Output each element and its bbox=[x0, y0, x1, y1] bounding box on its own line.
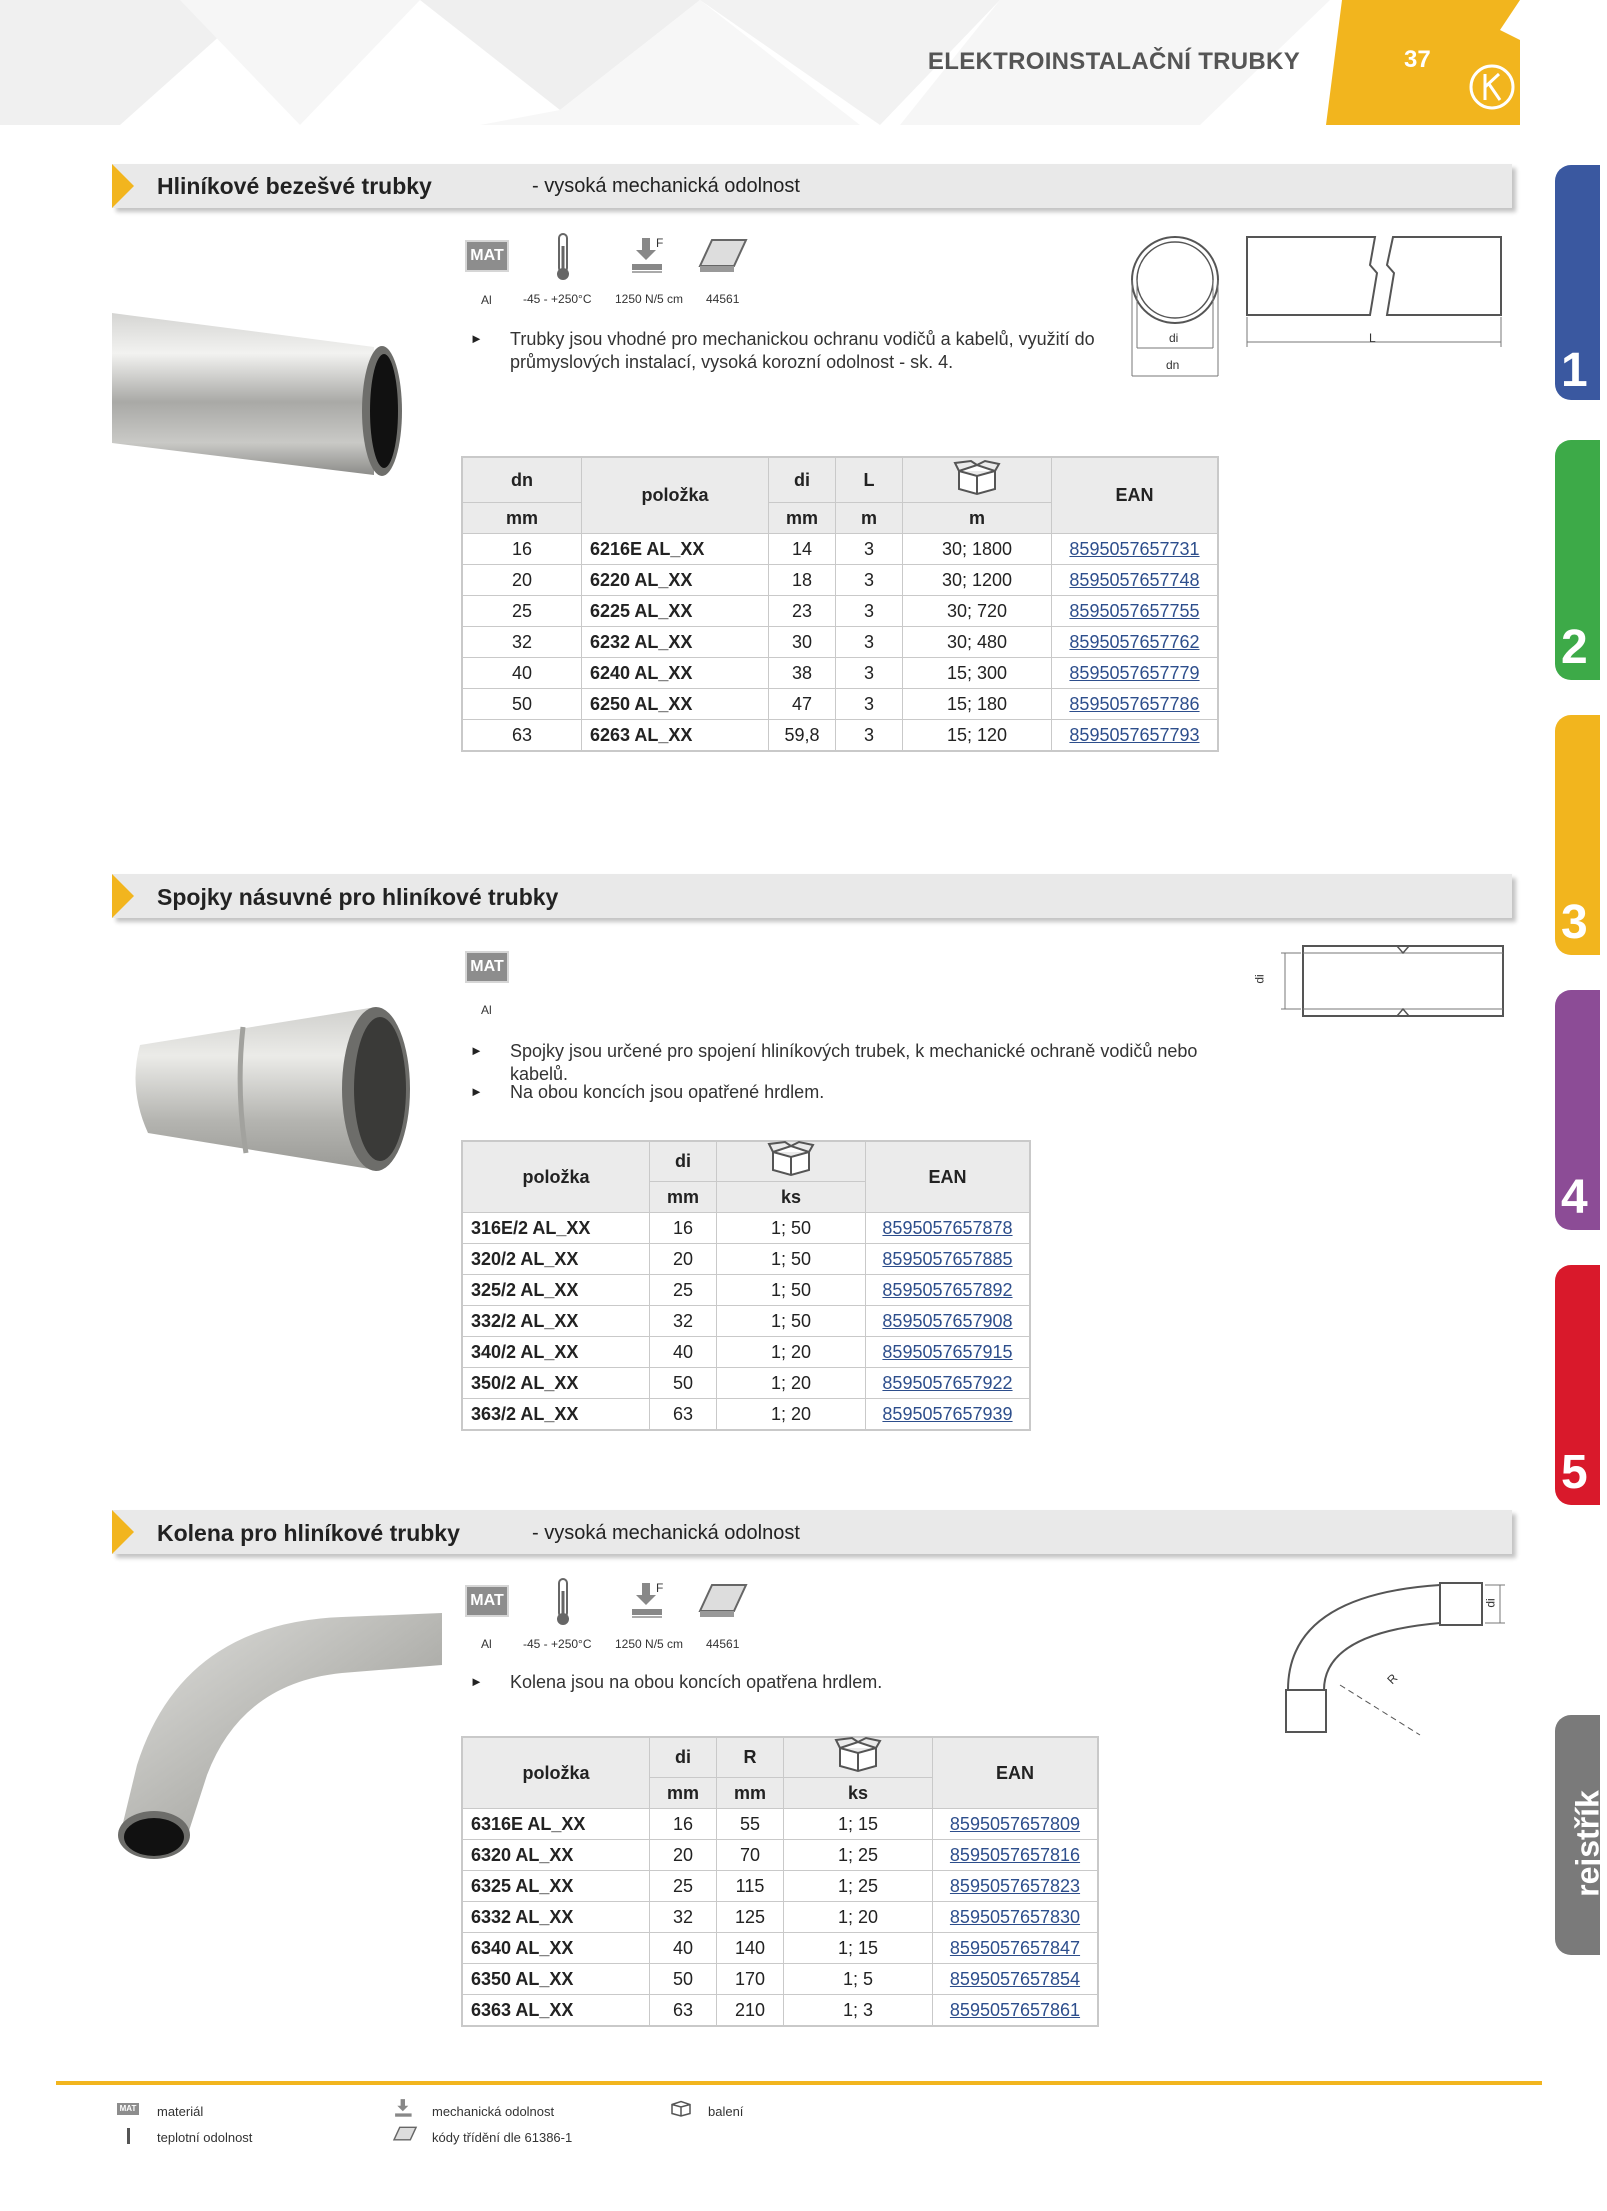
bullet-icon: ► bbox=[470, 331, 483, 346]
material-value: Al bbox=[481, 1637, 492, 1651]
ean-link[interactable]: 8595057657816 bbox=[933, 1840, 1099, 1871]
ean-link[interactable]: 8595057657861 bbox=[933, 1995, 1099, 2027]
table-cell: 1; 20 bbox=[784, 1902, 933, 1933]
unit-packaging: m bbox=[903, 503, 1052, 534]
table-row bbox=[462, 1275, 1030, 1306]
coupling-image bbox=[128, 1005, 418, 1175]
legend-thermometer-icon bbox=[127, 2128, 130, 2144]
item-code: 316E/2 AL_XX bbox=[462, 1213, 650, 1244]
table-cell: 3 bbox=[836, 565, 903, 596]
table-cell: 15; 300 bbox=[903, 658, 1052, 689]
col-dn: dn bbox=[462, 457, 582, 503]
table-cell: 1; 15 bbox=[784, 1809, 933, 1840]
mechanical-resistance-value: 1250 N/5 cm bbox=[615, 1637, 684, 1651]
col-item: položka bbox=[462, 1141, 650, 1213]
col-di: di bbox=[650, 1737, 717, 1778]
ean-link[interactable]: 8595057657847 bbox=[933, 1933, 1099, 1964]
table-cell: 25 bbox=[650, 1275, 717, 1306]
ean-link[interactable]: 8595057657731 bbox=[1052, 534, 1219, 565]
table-cell: 125 bbox=[717, 1902, 784, 1933]
table-row bbox=[462, 1337, 1030, 1368]
table-cell: 16 bbox=[462, 534, 582, 565]
section-2-title: Spojky násuvné pro hliníkové trubky bbox=[157, 884, 559, 910]
tab-3-label: 3 bbox=[1561, 896, 1588, 949]
table-cell: 32 bbox=[462, 627, 582, 658]
table-cell: 50 bbox=[462, 689, 582, 720]
force-letter: F bbox=[656, 236, 664, 250]
temperature-range: -45 - +250°C bbox=[523, 292, 592, 306]
section-3-title: Kolena pro hliníkové trubky bbox=[157, 1520, 460, 1546]
classification-code: 44561 bbox=[706, 292, 740, 306]
table-row bbox=[462, 1306, 1030, 1337]
table-cell: 1; 50 bbox=[717, 1275, 866, 1306]
table-cell: 16 bbox=[650, 1809, 717, 1840]
item-code: 6332 AL_XX bbox=[462, 1902, 650, 1933]
table-cell: 20 bbox=[650, 1244, 717, 1275]
col-packaging bbox=[903, 457, 1052, 503]
unit-R: mm bbox=[717, 1778, 784, 1809]
table-row bbox=[462, 1213, 1030, 1244]
table-cell: 63 bbox=[462, 720, 582, 752]
unit-dn: mm bbox=[462, 503, 582, 534]
item-code: 332/2 AL_XX bbox=[462, 1306, 650, 1337]
table-cell: 70 bbox=[717, 1840, 784, 1871]
item-code: 6263 AL_XX bbox=[582, 720, 769, 752]
unit-di: mm bbox=[650, 1778, 717, 1809]
col-L: L bbox=[836, 457, 903, 503]
item-code: 6320 AL_XX bbox=[462, 1840, 650, 1871]
material-badge: MAT bbox=[465, 240, 509, 272]
elbow-di-label: di bbox=[1483, 1598, 1498, 1608]
table-cell: 1; 25 bbox=[784, 1871, 933, 1902]
table-cell: 1; 20 bbox=[717, 1337, 866, 1368]
table-cell: 1; 15 bbox=[784, 1933, 933, 1964]
table-cell: 1; 5 bbox=[784, 1964, 933, 1995]
elbow-table bbox=[461, 1736, 1099, 2027]
item-code: 6340 AL_XX bbox=[462, 1933, 650, 1964]
diagram-di-label: di bbox=[1169, 331, 1179, 345]
table-row bbox=[462, 596, 1218, 627]
page-header-title: ELEKTROINSTALAČNÍ TRUBKY bbox=[927, 48, 1300, 75]
col-di: di bbox=[769, 457, 836, 503]
col-ean: EAN bbox=[866, 1141, 1031, 1213]
table-cell: 14 bbox=[769, 534, 836, 565]
table-cell: 30; 1200 bbox=[903, 565, 1052, 596]
table-row bbox=[462, 689, 1218, 720]
ean-link[interactable]: 8595057657892 bbox=[866, 1275, 1031, 1306]
box-icon bbox=[836, 1738, 880, 1772]
section-2-arrow-icon bbox=[112, 874, 134, 918]
table-cell: 20 bbox=[462, 565, 582, 596]
table-cell: 3 bbox=[836, 720, 903, 752]
table-cell: 23 bbox=[769, 596, 836, 627]
table-row bbox=[462, 1244, 1030, 1275]
table-cell: 15; 120 bbox=[903, 720, 1052, 752]
table-row bbox=[462, 1809, 1098, 1840]
unit-packaging: ks bbox=[784, 1778, 933, 1809]
ean-link[interactable]: 8595057657748 bbox=[1052, 565, 1219, 596]
legend-material: materiál bbox=[157, 2104, 204, 2119]
table-row bbox=[462, 1871, 1098, 1902]
col-ean: EAN bbox=[1052, 457, 1219, 534]
table-cell: 3 bbox=[836, 596, 903, 627]
legend-temperature: teplotní odolnost bbox=[157, 2130, 253, 2145]
legend-box-icon bbox=[670, 2099, 692, 2117]
table-cell: 1; 3 bbox=[784, 1995, 933, 2027]
table-cell: 30; 1800 bbox=[903, 534, 1052, 565]
classification-code: 44561 bbox=[706, 1637, 740, 1651]
section-1-description: Trubky jsou vhodné pro mechanickou ochranu vodičů a kabelů, využití do průmyslových instalací, vysoká korozní odolnost - sk. 4. bbox=[510, 329, 1095, 372]
table-row bbox=[462, 1995, 1098, 2027]
item-code: 6220 AL_XX bbox=[582, 565, 769, 596]
section-3-arrow-icon bbox=[112, 1510, 134, 1554]
table-row bbox=[462, 1902, 1098, 1933]
table-cell: 1; 20 bbox=[717, 1399, 866, 1431]
aluminium-tube-image bbox=[112, 305, 422, 480]
table-cell: 63 bbox=[650, 1995, 717, 2027]
table-cell: 38 bbox=[769, 658, 836, 689]
tab-2-label: 2 bbox=[1561, 621, 1588, 674]
tube-table bbox=[461, 456, 1219, 752]
material-value: Al bbox=[481, 293, 492, 307]
legend-mat-icon: MAT bbox=[117, 2103, 139, 2115]
ean-link[interactable]: 8595057657908 bbox=[866, 1306, 1031, 1337]
table-row bbox=[462, 1840, 1098, 1871]
table-cell: 55 bbox=[717, 1809, 784, 1840]
table-cell: 30; 480 bbox=[903, 627, 1052, 658]
table-cell: 3 bbox=[836, 689, 903, 720]
table-cell: 15; 180 bbox=[903, 689, 1052, 720]
legend-mechanical: mechanická odolnost bbox=[432, 2104, 555, 2119]
ean-link[interactable]: 8595057657830 bbox=[933, 1902, 1099, 1933]
table-row bbox=[462, 1399, 1030, 1431]
table-cell: 3 bbox=[836, 534, 903, 565]
table-cell: 32 bbox=[650, 1902, 717, 1933]
table-cell: 16 bbox=[650, 1213, 717, 1244]
item-code: 6225 AL_XX bbox=[582, 596, 769, 627]
ean-link[interactable]: 8595057657915 bbox=[866, 1337, 1031, 1368]
table-cell: 59,8 bbox=[769, 720, 836, 752]
ean-link[interactable]: 8595057657779 bbox=[1052, 658, 1219, 689]
table-cell: 50 bbox=[650, 1368, 717, 1399]
page-number: 37 bbox=[1404, 46, 1431, 73]
legend-codes: kódy třídění dle 61386-1 bbox=[432, 2130, 573, 2145]
unit-di: mm bbox=[650, 1182, 717, 1213]
section-1-arrow-icon bbox=[112, 164, 134, 208]
table-cell: 3 bbox=[836, 627, 903, 658]
table-cell: 1; 50 bbox=[717, 1244, 866, 1275]
table-cell: 63 bbox=[650, 1399, 717, 1431]
item-code: 320/2 AL_XX bbox=[462, 1244, 650, 1275]
unit-L: m bbox=[836, 503, 903, 534]
table-cell: 1; 20 bbox=[717, 1368, 866, 1399]
section-3-subtitle: - vysoká mechanická odolnost bbox=[532, 1522, 800, 1544]
mechanical-resistance-value: 1250 N/5 cm bbox=[615, 292, 684, 306]
col-di: di bbox=[650, 1141, 717, 1182]
section-3-description: Kolena jsou na obou koncích opatřena hrdlem. bbox=[510, 1672, 883, 1692]
table-row bbox=[462, 1933, 1098, 1964]
tab-1-label: 1 bbox=[1561, 344, 1588, 397]
item-code: 6240 AL_XX bbox=[582, 658, 769, 689]
ean-link[interactable]: 8595057657793 bbox=[1052, 720, 1219, 752]
legend-mechanical-icon bbox=[394, 2098, 416, 2120]
col-packaging bbox=[717, 1141, 866, 1182]
table-cell: 25 bbox=[462, 596, 582, 627]
item-code: 350/2 AL_XX bbox=[462, 1368, 650, 1399]
diagram-dn-label: dn bbox=[1166, 358, 1180, 372]
ean-link[interactable]: 8595057657922 bbox=[866, 1368, 1031, 1399]
force-letter: F bbox=[656, 1581, 664, 1595]
table-cell: 115 bbox=[717, 1871, 784, 1902]
thermometer-icon bbox=[555, 1577, 571, 1627]
ean-link[interactable]: 8595057657823 bbox=[933, 1871, 1099, 1902]
section-2-description-2: Na obou koncích jsou opatřené hrdlem. bbox=[510, 1082, 825, 1102]
item-code: 325/2 AL_XX bbox=[462, 1275, 650, 1306]
diagram-L-label: L bbox=[1369, 331, 1376, 345]
table-cell: 18 bbox=[769, 565, 836, 596]
item-code: 6216E AL_XX bbox=[582, 534, 769, 565]
elbow-R-label: R bbox=[1384, 1670, 1401, 1688]
material-badge: MAT bbox=[465, 1585, 509, 1617]
temperature-range: -45 - +250°C bbox=[523, 1637, 592, 1651]
item-code: 6250 AL_XX bbox=[582, 689, 769, 720]
item-code: 363/2 AL_XX bbox=[462, 1399, 650, 1431]
col-ean: EAN bbox=[933, 1737, 1099, 1809]
footer-divider bbox=[56, 2081, 1542, 2085]
classification-code-icon bbox=[700, 236, 750, 276]
legend-packaging: balení bbox=[708, 2104, 744, 2119]
table-cell: 20 bbox=[650, 1840, 717, 1871]
ean-link[interactable]: 8595057657762 bbox=[1052, 627, 1219, 658]
table-row bbox=[462, 627, 1218, 658]
bullet-icon: ► bbox=[470, 1674, 483, 1689]
unit-di: mm bbox=[769, 503, 836, 534]
table-row bbox=[462, 1368, 1030, 1399]
header-background bbox=[0, 0, 1600, 125]
tab-rejstrik-label: rejstřík bbox=[1569, 1790, 1606, 1897]
item-code: 340/2 AL_XX bbox=[462, 1337, 650, 1368]
section-2-description-1: Spojky jsou určené pro spojení hliníkových trubek, k mechanické ochraně vodičů nebo kabelů. bbox=[510, 1041, 1198, 1084]
box-icon bbox=[955, 461, 999, 495]
table-row bbox=[462, 658, 1218, 689]
table-row bbox=[462, 1964, 1098, 1995]
bullet-icon: ► bbox=[470, 1084, 483, 1099]
table-cell: 32 bbox=[650, 1306, 717, 1337]
table-cell: 40 bbox=[462, 658, 582, 689]
col-R: R bbox=[717, 1737, 784, 1778]
classification-code-icon bbox=[700, 1581, 750, 1621]
table-cell: 1; 25 bbox=[784, 1840, 933, 1871]
tab-4-label: 4 bbox=[1561, 1171, 1588, 1224]
ean-link[interactable]: 8595057657809 bbox=[933, 1809, 1099, 1840]
table-cell: 50 bbox=[650, 1964, 717, 1995]
material-value: Al bbox=[481, 1003, 492, 1017]
mechanical-resistance-icon bbox=[630, 1581, 670, 1621]
ean-link[interactable]: 8595057657878 bbox=[866, 1213, 1031, 1244]
coupling-table bbox=[461, 1140, 1031, 1431]
table-cell: 140 bbox=[717, 1933, 784, 1964]
ean-link[interactable]: 8595057657786 bbox=[1052, 689, 1219, 720]
item-code: 6350 AL_XX bbox=[462, 1964, 650, 1995]
table-cell: 1; 50 bbox=[717, 1213, 866, 1244]
mechanical-resistance-icon bbox=[630, 236, 670, 276]
table-row bbox=[462, 534, 1218, 565]
table-row bbox=[462, 720, 1218, 752]
bullet-icon: ► bbox=[470, 1043, 483, 1058]
elbow-image bbox=[112, 1605, 442, 1885]
ean-link[interactable]: 8595057657885 bbox=[866, 1244, 1031, 1275]
unit-packaging: ks bbox=[717, 1182, 866, 1213]
coupling-di-label: di bbox=[1252, 974, 1267, 984]
table-cell: 3 bbox=[836, 658, 903, 689]
table-cell: 210 bbox=[717, 1995, 784, 2027]
coupling-diagram bbox=[1252, 940, 1507, 1020]
ean-link[interactable]: 8595057657755 bbox=[1052, 596, 1219, 627]
table-cell: 30 bbox=[769, 627, 836, 658]
table-cell: 40 bbox=[650, 1933, 717, 1964]
table-cell: 1; 50 bbox=[717, 1306, 866, 1337]
tab-5-label: 5 bbox=[1561, 1446, 1588, 1499]
ean-link[interactable]: 8595057657939 bbox=[866, 1399, 1031, 1431]
section-1-title: Hliníkové bezešvé trubky bbox=[157, 173, 432, 199]
item-code: 6232 AL_XX bbox=[582, 627, 769, 658]
material-badge: MAT bbox=[465, 951, 509, 983]
col-packaging bbox=[784, 1737, 933, 1778]
table-row bbox=[462, 565, 1218, 596]
table-cell: 47 bbox=[769, 689, 836, 720]
table-cell: 30; 720 bbox=[903, 596, 1052, 627]
legend-codes-icon bbox=[394, 2125, 418, 2145]
col-item: položka bbox=[462, 1737, 650, 1809]
table-cell: 25 bbox=[650, 1871, 717, 1902]
item-code: 6316E AL_XX bbox=[462, 1809, 650, 1840]
table-cell: 40 bbox=[650, 1337, 717, 1368]
box-icon bbox=[769, 1142, 813, 1176]
item-code: 6325 AL_XX bbox=[462, 1871, 650, 1902]
col-item: položka bbox=[582, 457, 769, 534]
table-cell: 170 bbox=[717, 1964, 784, 1995]
ean-link[interactable]: 8595057657854 bbox=[933, 1964, 1099, 1995]
section-1-subtitle: - vysoká mechanická odolnost bbox=[532, 175, 800, 197]
thermometer-icon bbox=[555, 232, 571, 282]
item-code: 6363 AL_XX bbox=[462, 1995, 650, 2027]
